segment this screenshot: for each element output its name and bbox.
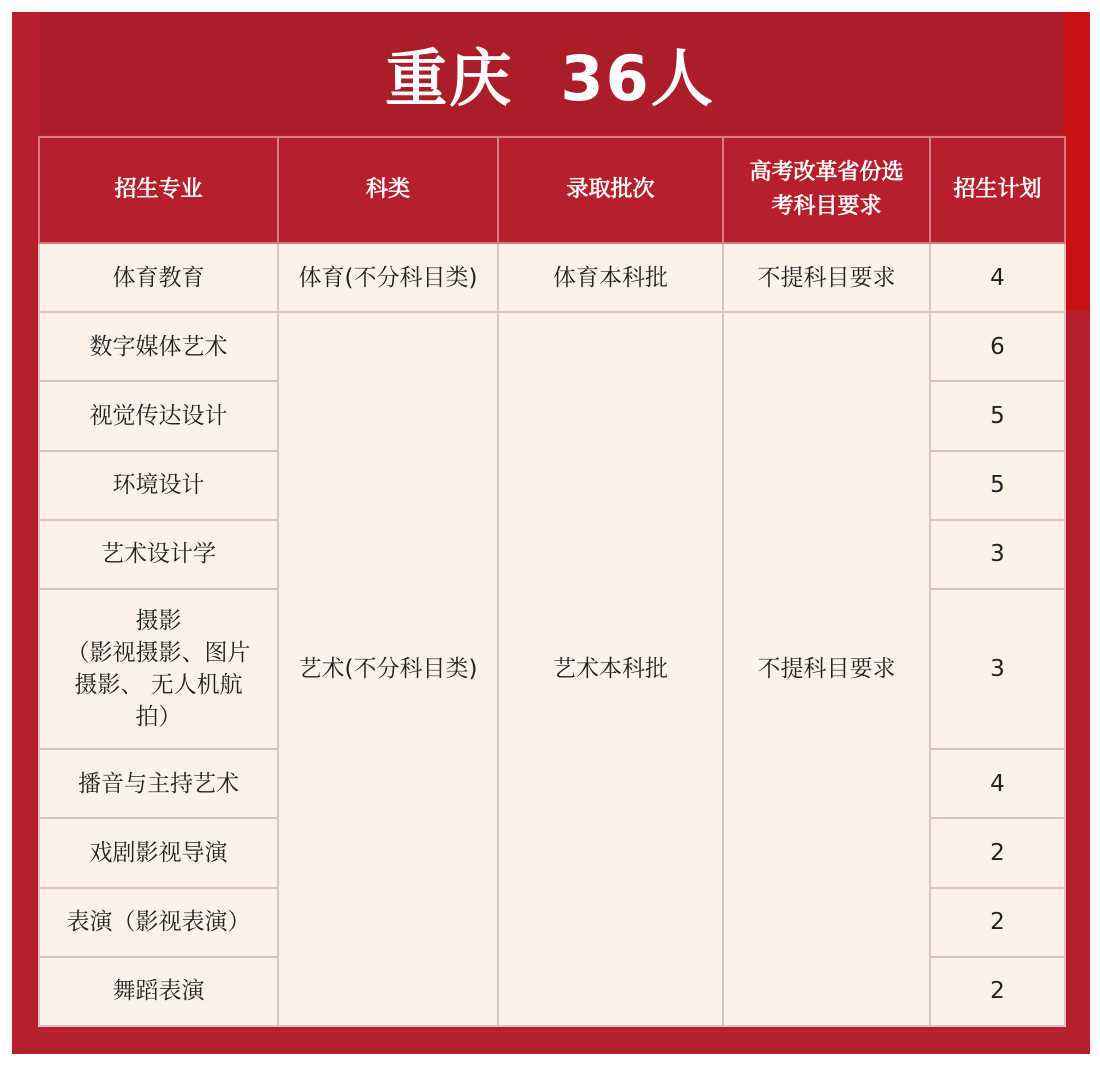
major-cell: 戏剧影视导演 — [39, 818, 278, 887]
plan-cell: 6 — [930, 312, 1065, 381]
major-cell: 环境设计 — [39, 451, 278, 520]
header-subject-requirement — [723, 137, 930, 243]
plan-cell: 2 — [930, 957, 1065, 1026]
major-cell-line: 摄影、 无人机航 — [74, 672, 243, 699]
header-subject-requirement-line2: 考科目要求 — [771, 194, 882, 219]
enrollment-table — [38, 136, 1066, 1027]
major-cell: 体育教育 — [39, 243, 278, 312]
header-batch: 录取批次 — [498, 137, 723, 243]
plan-cell: 5 — [930, 381, 1065, 450]
major-cell: 数字媒体艺术 — [39, 312, 278, 381]
major-cell — [39, 589, 278, 749]
major-cell: 播音与主持艺术 — [39, 749, 278, 818]
plan-cell: 2 — [930, 818, 1065, 887]
plan-cell: 4 — [930, 749, 1065, 818]
major-cell: 舞蹈表演 — [39, 957, 278, 1026]
major-cell: 视觉传达设计 — [39, 381, 278, 450]
category-cell: 体育(不分科目类) — [278, 243, 498, 312]
major-cell: 表演（影视表演） — [39, 888, 278, 957]
header-plan: 招生计划 — [930, 137, 1065, 243]
batch-cell: 艺术本科批 — [498, 312, 723, 1026]
plan-cell: 4 — [930, 243, 1065, 312]
requirement-cell: 不提科目要求 — [723, 312, 930, 1026]
plan-cell: 3 — [930, 520, 1065, 589]
plan-cell: 5 — [930, 451, 1065, 520]
header-major: 招生专业 — [39, 137, 278, 243]
table-header-row — [39, 137, 1065, 243]
major-cell: 艺术设计学 — [39, 520, 278, 589]
page-title: 重庆 36人 — [385, 41, 715, 115]
plan-cell: 2 — [930, 888, 1065, 957]
batch-cell: 体育本科批 — [498, 243, 723, 312]
table-row — [39, 312, 1065, 381]
header-category: 科类 — [278, 137, 498, 243]
header-subject-requirement-line1: 高考改革省份选 — [749, 160, 904, 185]
major-cell-line: 拍） — [135, 704, 182, 731]
requirement-cell: 不提科目要求 — [723, 243, 930, 312]
major-cell-line: （影视摄影、图片 — [66, 640, 251, 667]
category-cell: 艺术(不分科目类) — [278, 312, 498, 1026]
table-row — [39, 243, 1065, 312]
plan-cell: 3 — [930, 589, 1065, 749]
major-cell-line: 摄影 — [135, 608, 182, 635]
